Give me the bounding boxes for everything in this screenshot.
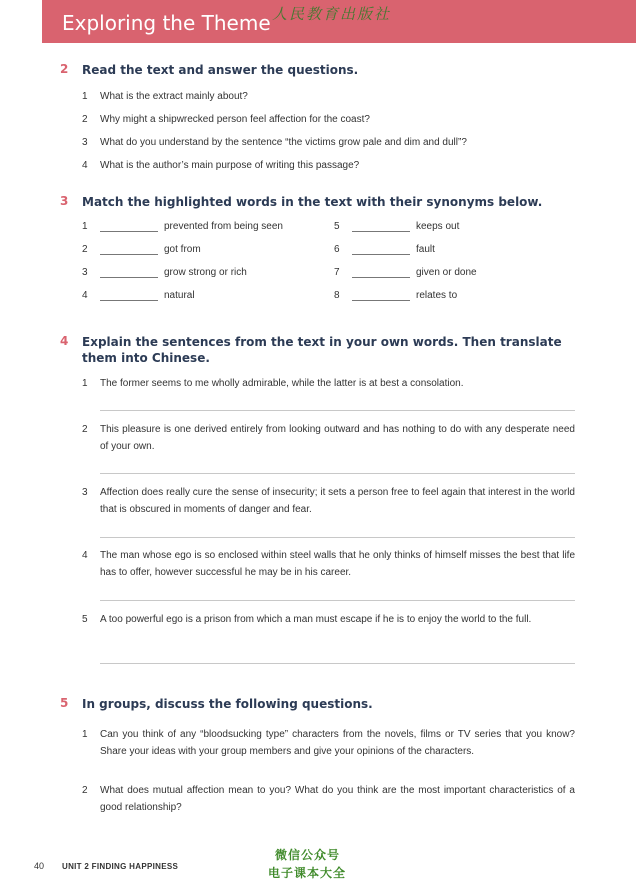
- question-number: 1: [82, 729, 88, 740]
- answer-blank[interactable]: [352, 290, 410, 301]
- task-instruction: Explain the sentences from the text in your own words. Then translate them into Chinese.: [82, 335, 562, 365]
- question-number: 2: [82, 114, 88, 125]
- answer-line[interactable]: [100, 473, 575, 474]
- match-item: [334, 244, 435, 255]
- task-instruction: In groups, discuss the following questions.: [82, 697, 373, 711]
- question-number: 3: [82, 137, 88, 148]
- question-text: What is the extract mainly about?: [100, 91, 248, 102]
- sentence-number: 2: [82, 424, 88, 435]
- question-number: 1: [82, 91, 88, 102]
- task-instruction: Read the text and answer the questions.: [82, 63, 359, 77]
- watermark-line-1: 微信公众号: [275, 848, 341, 862]
- match-number: 4: [82, 290, 88, 301]
- match-text: prevented from being seen: [164, 221, 283, 232]
- sentence-text: The man whose ego is so enclosed within steel walls that he only thinks of himself misses the best that life has to offer, however successful he may be in his career.: [100, 550, 575, 578]
- sentence-text: The former seems to me wholly admirable, while the latter is at best a consolation.: [100, 378, 464, 389]
- match-number: 7: [334, 267, 340, 278]
- sentence-text: Affection does really cure the sense of insecurity; it sets a person free to feel again that interest in the world that is obscured in moments of danger and fear.: [100, 487, 575, 515]
- match-number: 6: [334, 244, 340, 255]
- match-number: 8: [334, 290, 340, 301]
- task-4-heading: [60, 334, 562, 365]
- sentence-text: This pleasure is one derived entirely from looking outward and has nothing to do with any desperate need of your own.: [100, 424, 575, 452]
- task-number: 2: [60, 62, 69, 76]
- answer-line[interactable]: [100, 537, 575, 538]
- match-number: 5: [334, 221, 340, 232]
- question-number: 4: [82, 160, 88, 171]
- question-number: 2: [82, 785, 88, 796]
- match-item: [334, 221, 459, 232]
- task-number: 3: [60, 194, 69, 208]
- sentence-number: 4: [82, 550, 88, 561]
- match-item: [82, 244, 201, 255]
- answer-blank[interactable]: [352, 267, 410, 278]
- watermark-line-2: 电子课本大全: [268, 866, 347, 880]
- match-number: 3: [82, 267, 88, 278]
- question-text: What does mutual affection mean to you? What do you think are the most important characteristics of a good relationship?: [100, 785, 575, 813]
- match-number: 1: [82, 221, 88, 232]
- answer-blank[interactable]: [100, 267, 158, 278]
- question-text: What do you understand by the sentence “the victims grow pale and dim and dull”?: [100, 137, 467, 148]
- sentence-number: 3: [82, 487, 88, 498]
- page-title: Exploring the Theme: [62, 11, 271, 35]
- answer-line[interactable]: [100, 600, 575, 601]
- question-text: Why might a shipwrecked person feel affection for the coast?: [100, 114, 370, 125]
- match-text: fault: [416, 244, 435, 255]
- question-text: What is the author’s main purpose of writing this passage?: [100, 160, 360, 171]
- page-number: 40: [34, 861, 45, 871]
- answer-blank[interactable]: [100, 221, 158, 232]
- answer-blank[interactable]: [100, 244, 158, 255]
- question-text: Can you think of any “bloodsucking type” characters from the novels, films or TV series that you know? Share your ideas with your group members and give your opinions of the characters.: [100, 729, 575, 757]
- task-3-heading: [60, 194, 543, 209]
- sentence-text: A too powerful ego is a prison from which a man must escape if he is to enjoy the world to the full.: [100, 614, 532, 625]
- answer-blank[interactable]: [100, 290, 158, 301]
- match-item: [82, 267, 247, 278]
- task-number: 4: [60, 334, 69, 348]
- unit-label: UNIT 2 FINDING HAPPINESS: [62, 862, 179, 871]
- task-5-heading: [60, 696, 373, 711]
- answer-line[interactable]: [100, 410, 575, 411]
- sentence-number: 1: [82, 378, 88, 389]
- publisher-mark: 人民教育出版社: [272, 5, 392, 23]
- match-item: [82, 221, 283, 232]
- task-instruction: Match the highlighted words in the text with their synonyms below.: [82, 195, 543, 209]
- answer-blank[interactable]: [352, 244, 410, 255]
- match-item: [82, 290, 195, 301]
- match-text: natural: [164, 290, 195, 301]
- match-item: [334, 267, 477, 278]
- match-text: grow strong or rich: [164, 267, 247, 278]
- match-text: relates to: [416, 290, 458, 301]
- task-2-heading: [60, 62, 359, 77]
- answer-blank[interactable]: [352, 221, 410, 232]
- match-number: 2: [82, 244, 88, 255]
- answer-line[interactable]: [100, 663, 575, 664]
- match-text: got from: [164, 244, 201, 255]
- match-text: keeps out: [416, 221, 460, 232]
- task-number: 5: [60, 696, 69, 710]
- sentence-number: 5: [82, 614, 88, 625]
- match-text: given or done: [416, 267, 477, 278]
- match-item: [334, 290, 457, 301]
